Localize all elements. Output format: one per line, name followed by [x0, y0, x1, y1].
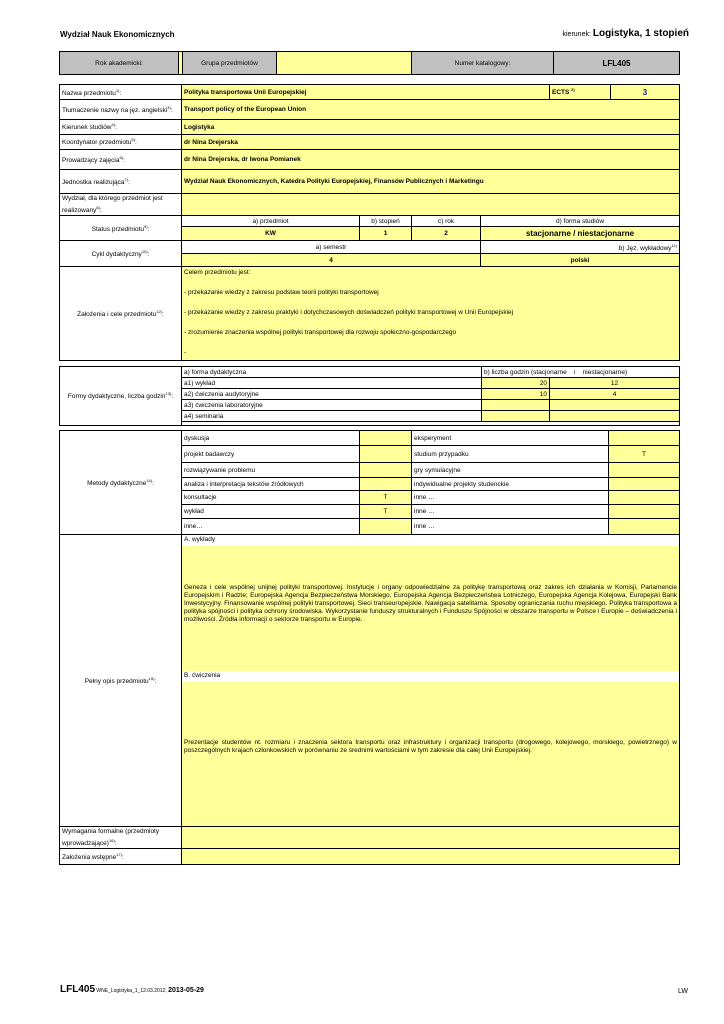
subject-name-label: Nazwa przedmiotu$^{1)}$:	[60, 85, 182, 100]
exercises-title: B. ćwiczenia	[182, 671, 679, 682]
formal-requirements-value[interactable]	[182, 827, 680, 849]
course-form-table	[59, 84, 680, 361]
method-left: konsultacje	[182, 491, 360, 505]
exercises-text: Prezentacje studentów nt. rozmiaru i znaczenia sektora transportu oraz infrastruktury i organizacji transportu (drogowego, kolejowego, morskiego, powietrznego) w poszczególnych krajach członkowskich w porównaniu ze średnimi wartościami w tym zakresie dla całej Unii Europejskiej.	[184, 739, 677, 754]
method-right-mark[interactable]	[609, 505, 680, 519]
form-hours-nst[interactable]: 4	[550, 389, 680, 400]
method-right-mark[interactable]	[609, 519, 680, 535]
method-left-mark[interactable]	[360, 519, 412, 535]
status-label: Status przedmiotu$^{9)}$:	[60, 216, 182, 241]
form-hours-st[interactable]: 20	[482, 378, 550, 389]
top-info-table	[59, 51, 680, 75]
forms-hours-header: b) liczba godzin (stacjonarne i niestacjonarne)	[482, 367, 680, 378]
form-hours-st[interactable]: 10	[482, 389, 550, 400]
methods-table	[59, 430, 680, 535]
goals-item: - zrozumienie znaczenia wspólnej polityki transportowej dla rozwoju społeczno-gospodarczego	[184, 329, 457, 337]
initial-assumptions-value[interactable]	[182, 849, 680, 865]
subject-name-value[interactable]: Polityka transportowa Unii Europejskiej	[182, 85, 550, 100]
ects-value[interactable]: 3	[611, 85, 680, 100]
form-hours-nst[interactable]: 12	[550, 378, 680, 389]
method-right-mark[interactable]	[609, 491, 680, 505]
methods-label: Metody dydaktyczne$^{14)}$:	[60, 431, 182, 535]
catalog-number-value: LFL405	[554, 52, 680, 75]
form-hours-st[interactable]	[482, 411, 550, 422]
method-right: inne …	[412, 519, 609, 535]
forms-spacer	[182, 422, 680, 426]
form-hours-st[interactable]	[482, 400, 550, 411]
footer-meta: WNE_Logistyka_1_12.03.2012,	[96, 988, 167, 994]
method-left-mark[interactable]: T	[360, 491, 412, 505]
goals-value[interactable]	[182, 267, 680, 361]
method-left-mark[interactable]	[360, 478, 412, 491]
method-left-mark[interactable]	[360, 431, 412, 446]
coordinator-value[interactable]: dr Nina Drejerska	[182, 135, 680, 150]
goals-item: -	[184, 349, 187, 357]
faculty-header: Wydział Nauk Ekonomicznych	[60, 30, 175, 39]
language-header: b) Jęz. wykładowy$^{11)}$	[481, 241, 680, 254]
goals-item: - przekazanie wiedzy z zakresu praktyki i dotychczasowych doświadczeń polityki transportowej w Unii Europejskiej	[184, 309, 514, 317]
description-value[interactable]	[182, 535, 680, 827]
method-right: studium przypadku	[412, 446, 609, 463]
method-right-mark[interactable]	[609, 463, 680, 478]
form-hours-nst[interactable]	[550, 411, 680, 422]
method-right: indywidualne projekty studenckie	[412, 478, 609, 491]
subject-group-label: Grupa przedmiotów	[183, 52, 277, 75]
language-value[interactable]: polski	[481, 254, 680, 267]
method-left: wykład	[182, 505, 360, 519]
direction-label: kierunek:	[562, 31, 591, 38]
method-left: dyskusja	[182, 431, 360, 446]
semester-header: a) semestr	[182, 241, 481, 254]
coordinator-label: Koordynator przedmiotu$^{5)}$:	[60, 135, 182, 150]
goals-intro: Celem przedmiotu jest:	[184, 269, 251, 277]
lectures-title: A. wykłady	[182, 535, 679, 546]
translation-label: Tłumaczenie nazwy na jęz. angielski$^{3)}$:	[60, 100, 182, 120]
footer-right: LW	[678, 988, 688, 995]
forms-table	[59, 366, 680, 426]
forms-label: Formy dydaktyczne, liczba godzin$^{13)}$:	[60, 367, 182, 426]
field-label: Kierunek studiów$^{4)}$:	[60, 120, 182, 135]
status-form-header: d) forma studiów	[481, 216, 680, 227]
footer-code: LFL405	[60, 984, 96, 995]
faculty-for-label: Wydział, dla którego przedmiot jest realizowany$^{8)}$:	[60, 194, 182, 216]
status-form-value[interactable]: stacjonarne / niestacjonarne	[481, 227, 680, 241]
method-left-mark[interactable]	[360, 446, 412, 463]
direction-value: Logistyka, 1 stopień	[592, 28, 689, 39]
footer-date: 2013-05-29	[168, 987, 204, 994]
unit-label: Jednostka realizująca$^{7)}$:	[60, 170, 182, 194]
status-subject-value[interactable]: KW	[182, 227, 360, 241]
formal-requirements-label: Wymagania formalne (przedmioty wprowadzające)$^{16)}$:	[60, 827, 182, 849]
translation-value[interactable]: Transport policy of the European Union	[182, 100, 680, 120]
unit-value[interactable]: Wydział Nauk Ekonomicznych, Katedra Polityki Europejskiej, Finansów Publicznych i Marketingu	[182, 170, 680, 194]
academic-year-label: Rok akademicki:	[60, 52, 179, 75]
teachers-label: Prowadzący zajęcia$^{6)}$:	[60, 150, 182, 170]
initial-assumptions-label: Założenia wstępne$^{17)}$:	[60, 849, 182, 865]
method-left: analiza i interpretacja tekstów źródłowych	[182, 478, 360, 491]
form-hours-nst[interactable]	[550, 400, 680, 411]
lectures-text: Geneza i cele wspólnej unijnej polityki transportowej. Instytucje i organy odpowiedzialne za politykę transportową oraz zakres ich działania w Komisji, Parlamencie Europejskim i Radzie; Europejska Agencja Bezpieczeństwa Morskiego, Europejska Agencja Bezpieczeństwa Lotniczego, Europejska Agencja Kolejowa, Europejski Bank Inwestycyjny. Finansowanie wspólnej polityki transportowej. Sieci transeuropejskie. Nawigacja satelitarna. Sposoby ograniczania ruchu miejskiego. Polityka transportowa a polityka spójności i polityka ochrony środowiska. Wykorzystanie funduszy strukturalnych i Funduszu Spójności w obszarze transportu w Polsce i Europie – doświadczenia i możliwości. Źródła informacji o sektorze transportu w Europie.	[184, 584, 677, 623]
forms-form-header: a) forma dydaktyczna	[182, 367, 482, 378]
method-left-mark[interactable]: T	[360, 505, 412, 519]
subject-group-value[interactable]	[277, 52, 412, 75]
method-left: inne…	[182, 519, 360, 535]
faculty-for-value[interactable]	[182, 194, 680, 216]
method-right: eksperyment	[412, 431, 609, 446]
direction-header	[563, 28, 690, 39]
method-right-mark[interactable]	[609, 478, 680, 491]
method-left: projekt badawczy	[182, 446, 360, 463]
method-right-mark[interactable]: T	[609, 446, 680, 463]
form-name: a4) seminaria	[182, 411, 482, 422]
status-degree-header: b) stopień	[360, 216, 412, 227]
form-name: a1) wykład	[182, 378, 482, 389]
status-subject-header: a) przedmiot	[182, 216, 360, 227]
method-right: gry symulacyjne	[412, 463, 609, 478]
status-year-header: c) rok	[412, 216, 481, 227]
description-label: Pełny opis przedmiotu$^{15)}$:	[60, 535, 182, 827]
method-left-mark[interactable]	[360, 463, 412, 478]
footer-left	[60, 984, 204, 995]
field-value[interactable]: Logistyka	[182, 120, 680, 135]
catalog-number-label: Numer katalogowy:	[412, 52, 554, 75]
semester-value[interactable]: 4	[182, 254, 481, 267]
method-left: rozwiązywanie problemu	[182, 463, 360, 478]
method-right-mark[interactable]	[609, 431, 680, 446]
teachers-value[interactable]: dr Nina Drejerska, dr Iwona Pomianek	[182, 150, 680, 170]
status-degree-value[interactable]: 1	[360, 227, 412, 241]
goals-label: Założenia i cele przedmiotu$^{12)}$:	[60, 267, 182, 361]
method-right: inne …	[412, 491, 609, 505]
cycle-label: Cykl dydaktyczny$^{10)}$:	[60, 241, 182, 267]
status-year-value[interactable]: 2	[412, 227, 481, 241]
goals-item: - przekazanie wiedzy z zakresu podstaw teorii polityki transportowej	[184, 289, 379, 297]
form-name: a2) ćwiczenia audytoryjne	[182, 389, 482, 400]
form-name: a3) ćwiczenia laboratoryjne	[182, 400, 482, 411]
ects-label: ECTS $^{2)}$	[550, 85, 611, 100]
method-right: inne …	[412, 505, 609, 519]
description-table	[59, 534, 680, 865]
